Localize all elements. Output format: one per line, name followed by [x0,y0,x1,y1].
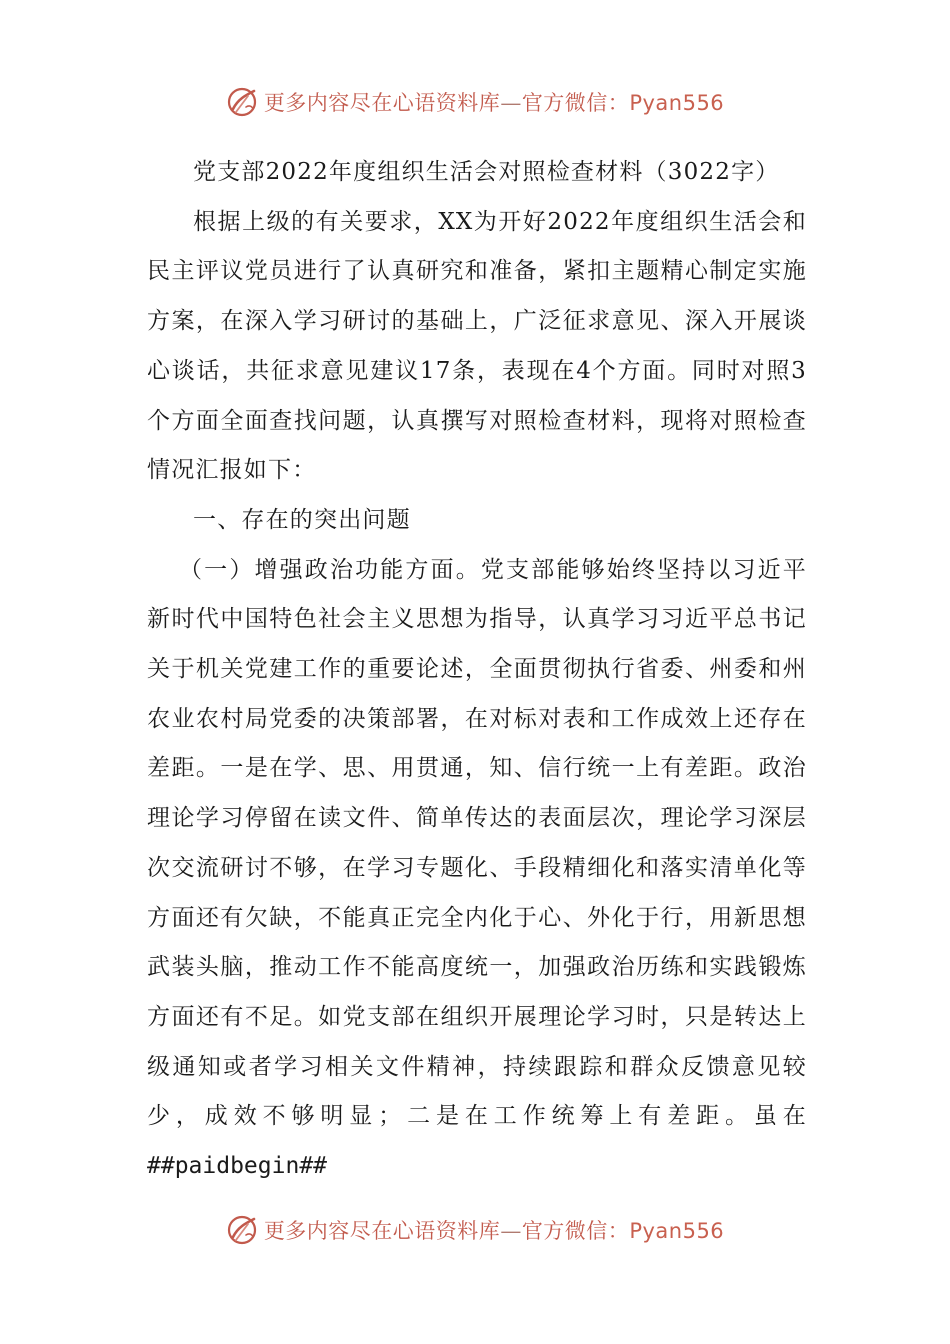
watermark-text [264,87,724,117]
watermark-banner-bottom [0,1210,950,1250]
intro-paragraph: 根据上级的有关要求，XX为开好2022年度组织生活会和民主评议党员进行了认真研究和准备，紧扣主题精心制定实施方案，在深入学习研讨的基础上，广泛征求意见、深入开展谈心谈话，共征求意见建议17条，表现在4个方面。同时对照3个方面全面查找问题，认真撰写对照检查材料，现将对照检查情况汇报如下： [147,208,807,484]
watermark-wechat: 官方微信： [521,91,630,115]
pen-swirl-logo-icon [226,85,260,119]
pen-swirl-logo-icon [226,1213,260,1247]
watermark-id: Pyan556 [629,91,725,115]
watermark-dash: — [500,1219,522,1243]
document-title: 党支部2022年度组织生活会对照检查材料（3022字） [193,159,780,185]
watermark-main: 更多内容尽在心语资料库 [263,1219,501,1243]
subsection-paragraph-1 [147,546,807,1192]
watermark-banner-top [0,82,950,122]
watermark-main: 更多内容尽在心语资料库 [263,91,501,115]
watermark-wechat: 官方微信： [521,1219,630,1243]
subsection-text: （一）增强政治功能方面。党支部能够始终坚持以习近平新时代中国特色社会主义思想为指导，认真学习习近平总书记关于机关党建工作的重要论述，全面贯彻执行省委、州委和州农业农村局党委的决策部署，在对标对表和工作成效上还存在差距。一是在学、思、用贯通，知、信行统一上有差距。政治理论学习停留在读文件、简单传达的表面层次，理论学习深层次交流研讨不够，在学习专题化、手段精细化和落实清单化等方面还有欠缺，不能真正完全内化于心、外化于行，用新思想武装头脑，推动工作不能高度统一，加强政治历练和实践锻炼方面还有不足。如党支部在组织开展理论学习时，只是转达上级通知或者学习相关文件精神，持续跟踪和群众反馈意见较少，成效不够明显；二是在工作统筹上有差距。虽在 [147,556,807,1130]
paid-marker: ##paidbegin## [147,1153,328,1180]
watermark-text [264,1215,724,1245]
watermark-id: Pyan556 [629,1219,725,1243]
watermark-dash: — [500,91,522,115]
document-body [147,148,807,1192]
section-heading-1: 一、存在的突出问题 [193,506,411,533]
